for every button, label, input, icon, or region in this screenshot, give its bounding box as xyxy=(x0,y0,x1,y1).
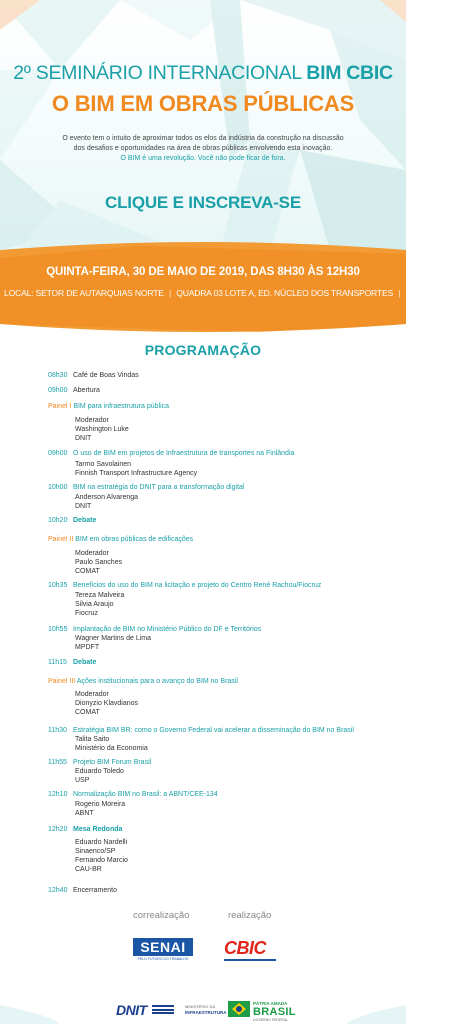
speaker-line: USP xyxy=(75,777,90,784)
seminar-title-bold: BIM CBIC xyxy=(306,62,393,84)
seminar-title-prefix: 2º SEMINÁRIO INTERNACIONAL xyxy=(13,62,302,84)
schedule-item xyxy=(48,790,218,799)
speaker-line: COMAT xyxy=(75,568,100,575)
speaker-line: Moderador xyxy=(75,417,109,424)
dnit-logo-stripes xyxy=(152,1005,174,1015)
panel-label: Painel III xyxy=(48,678,76,685)
senai-logo xyxy=(133,938,193,962)
speaker-line: Ministério da Economia xyxy=(75,745,148,752)
event-date: QUINTA-FEIRA, 30 DE MAIO DE 2019, DAS 8H30 ÀS 12H30 xyxy=(46,266,360,278)
panel-label: Painel I xyxy=(48,403,72,410)
speaker-line: Wagner Martins de Lima xyxy=(75,635,151,642)
speaker-line: Moderador xyxy=(75,691,109,698)
schedule-time: 08h30 xyxy=(48,372,68,379)
speaker-line: Paulo Sanches xyxy=(75,559,123,566)
ministry-small: MINISTÉRIO DA xyxy=(185,1004,216,1009)
schedule-time: 10h00 xyxy=(48,484,68,491)
panel-label: Painel II xyxy=(48,536,74,543)
cbic-logo-underline xyxy=(224,959,276,961)
senai-logo-word: SENAI xyxy=(133,938,193,956)
intro-line-3: O BIM é uma revolução. Você não pode ficar de fora. xyxy=(120,155,286,162)
schedule-time: 11h30 xyxy=(48,727,67,734)
schedule-time: 09h00 xyxy=(48,387,68,394)
schedule-item xyxy=(48,516,96,525)
senai-logo-tagline: PELO FUTURO DO TRABALHO xyxy=(137,957,189,961)
brasil-word: BRASIL xyxy=(253,1006,296,1018)
schedule-title: Implantação de BIM no Ministério Público do DF e Territórios xyxy=(73,626,262,633)
schedule-item xyxy=(48,825,122,834)
schedule-title: BIM para infraestrutura pública xyxy=(73,403,170,410)
register-link[interactable]: CLIQUE E INSCREVA-SE xyxy=(105,193,301,212)
seminar-subtitle: O BIM EM OBRAS PÚBLICAS xyxy=(51,91,355,116)
event-location-3: BRASÍLIA-DF xyxy=(405,288,456,298)
schedule-title: Café de Boas Vindas xyxy=(73,372,139,379)
schedule-time: 09h00 xyxy=(48,450,68,457)
speaker-line: Anderson Alvarenga xyxy=(75,494,139,501)
speaker-line: Finnish Transport Infrastructure Agency xyxy=(75,470,198,477)
speaker-line: Eduardo Nardelli xyxy=(75,839,128,846)
schedule-title: O uso de BIM em projetos de Infraestrutura de transportes na Finlândia xyxy=(73,450,295,457)
speaker-line: Eduardo Toledo xyxy=(75,768,124,775)
speaker-line: DNIT xyxy=(75,435,92,442)
schedule-time: 12h10 xyxy=(48,791,68,798)
schedule-title: Estratégia BIM BR: como o Governo Federal vai acelerar a disseminação do BIM no Brasil xyxy=(73,727,354,734)
cbic-logo xyxy=(224,938,276,962)
schedule-item xyxy=(48,625,261,634)
schedule-item xyxy=(48,658,96,667)
event-location xyxy=(4,288,456,298)
speaker-line: Fernando Marcio xyxy=(75,857,128,864)
schedule-time: 10h55 xyxy=(48,626,68,633)
schedule-title: BIM em obras públicas de edificações xyxy=(75,536,194,543)
panel-header xyxy=(48,402,169,411)
schedule-item xyxy=(48,449,294,458)
event-location-separator: | xyxy=(398,288,401,298)
speaker-line: Tereza Malveira xyxy=(75,592,125,599)
intro-line-2: dos desafios e oportunidades na área de obras públicas envolvendo esta inovação. xyxy=(73,145,333,152)
speaker-line: CAU-BR xyxy=(75,866,102,873)
schedule-title: Benefícios do uso do BIM na licitação e projeto do Centro René Rachou/Fiocruz xyxy=(73,582,322,589)
ministry-name: INFRAESTRUTURA xyxy=(185,1009,227,1015)
schedule-title: Abertura xyxy=(73,387,100,394)
footer-logos xyxy=(0,975,406,1024)
realizacao-label: realização xyxy=(228,910,272,921)
footer-wave xyxy=(0,975,406,1024)
speaker-line: Silvia Araujo xyxy=(75,601,114,608)
schedule-time: 10h35 xyxy=(48,582,68,589)
cbic-logo-word: CBIC xyxy=(224,938,266,958)
speaker-line: MPDFT xyxy=(75,644,100,651)
event-location-separator: | xyxy=(169,288,172,298)
schedule-title: Debate xyxy=(73,517,97,524)
speaker-line: Sinaenco/SP xyxy=(75,848,116,855)
schedule-time: 12h40 xyxy=(48,887,68,894)
brasil-sub-text: GOVERNO FEDERAL xyxy=(253,1018,289,1022)
schedule-item xyxy=(48,886,117,895)
schedule-item xyxy=(48,726,354,735)
schedule-item xyxy=(48,758,151,767)
seminar-title xyxy=(0,62,406,85)
schedule-item xyxy=(48,386,100,395)
speaker-line: DNIT xyxy=(75,503,92,510)
brasil-flag-icon xyxy=(228,1001,250,1017)
event-location-1: LOCAL: SETOR DE AUTARQUIAS NORTE xyxy=(4,288,164,298)
panel-header xyxy=(48,535,193,544)
schedule-title: Ações institucionais para o avanço do BIM no Brasil xyxy=(76,678,238,685)
program-title: PROGRAMAÇÃO xyxy=(144,342,262,358)
schedule-time: 12h20 xyxy=(48,826,68,833)
schedule-item xyxy=(48,581,321,590)
partners-section xyxy=(0,910,406,970)
hero-banner xyxy=(0,0,406,250)
schedule-title: Debate xyxy=(73,659,97,666)
schedule-time: 11h55 xyxy=(48,759,67,766)
speaker-line: Moderador xyxy=(75,550,109,557)
speaker-line: Tarmo Savolainen xyxy=(75,461,132,468)
corealizacao-label: correalização xyxy=(133,910,190,921)
schedule-title: Mesa Redonda xyxy=(73,826,123,833)
ministry-logo xyxy=(185,1004,225,1015)
schedule-title: BIM na estratégia do DNIT para a transformação digital xyxy=(73,484,245,491)
schedule-item xyxy=(48,371,139,380)
schedule-title: Encerramento xyxy=(73,887,117,894)
intro-text xyxy=(30,134,376,164)
schedule-item xyxy=(48,483,244,492)
schedule-title: Normalização BIM no Brasil: a ABNT/CEE-134 xyxy=(73,791,218,798)
panel-header xyxy=(48,677,238,686)
speaker-line: Talita Saito xyxy=(75,736,110,743)
brasil-top-text: PÁTRIA AMADA xyxy=(253,1001,288,1006)
speaker-line: COMAT xyxy=(75,709,100,716)
speaker-line: Rogerio Moreira xyxy=(75,801,126,808)
intro-line-1: O evento tem o intuito de aproximar todos os elos da indústria da construção na discussão xyxy=(62,135,344,142)
speaker-line: Washington Luke xyxy=(75,426,129,433)
schedule-time: 11h15 xyxy=(48,659,67,666)
speaker-line: ABNT xyxy=(75,810,94,817)
speaker-line: Dionyzio Klavdianos xyxy=(75,700,139,707)
schedule-title: Projeto BIM Forum Brasil xyxy=(73,759,152,766)
schedule-time: 10h20 xyxy=(48,517,68,524)
speaker-line: Fiocruz xyxy=(75,610,98,617)
dnit-logo: DNIT xyxy=(116,1002,147,1018)
event-location-2: QUADRA 03 LOTE A, ED. NÚCLEO DOS TRANSPORTES xyxy=(176,288,394,298)
